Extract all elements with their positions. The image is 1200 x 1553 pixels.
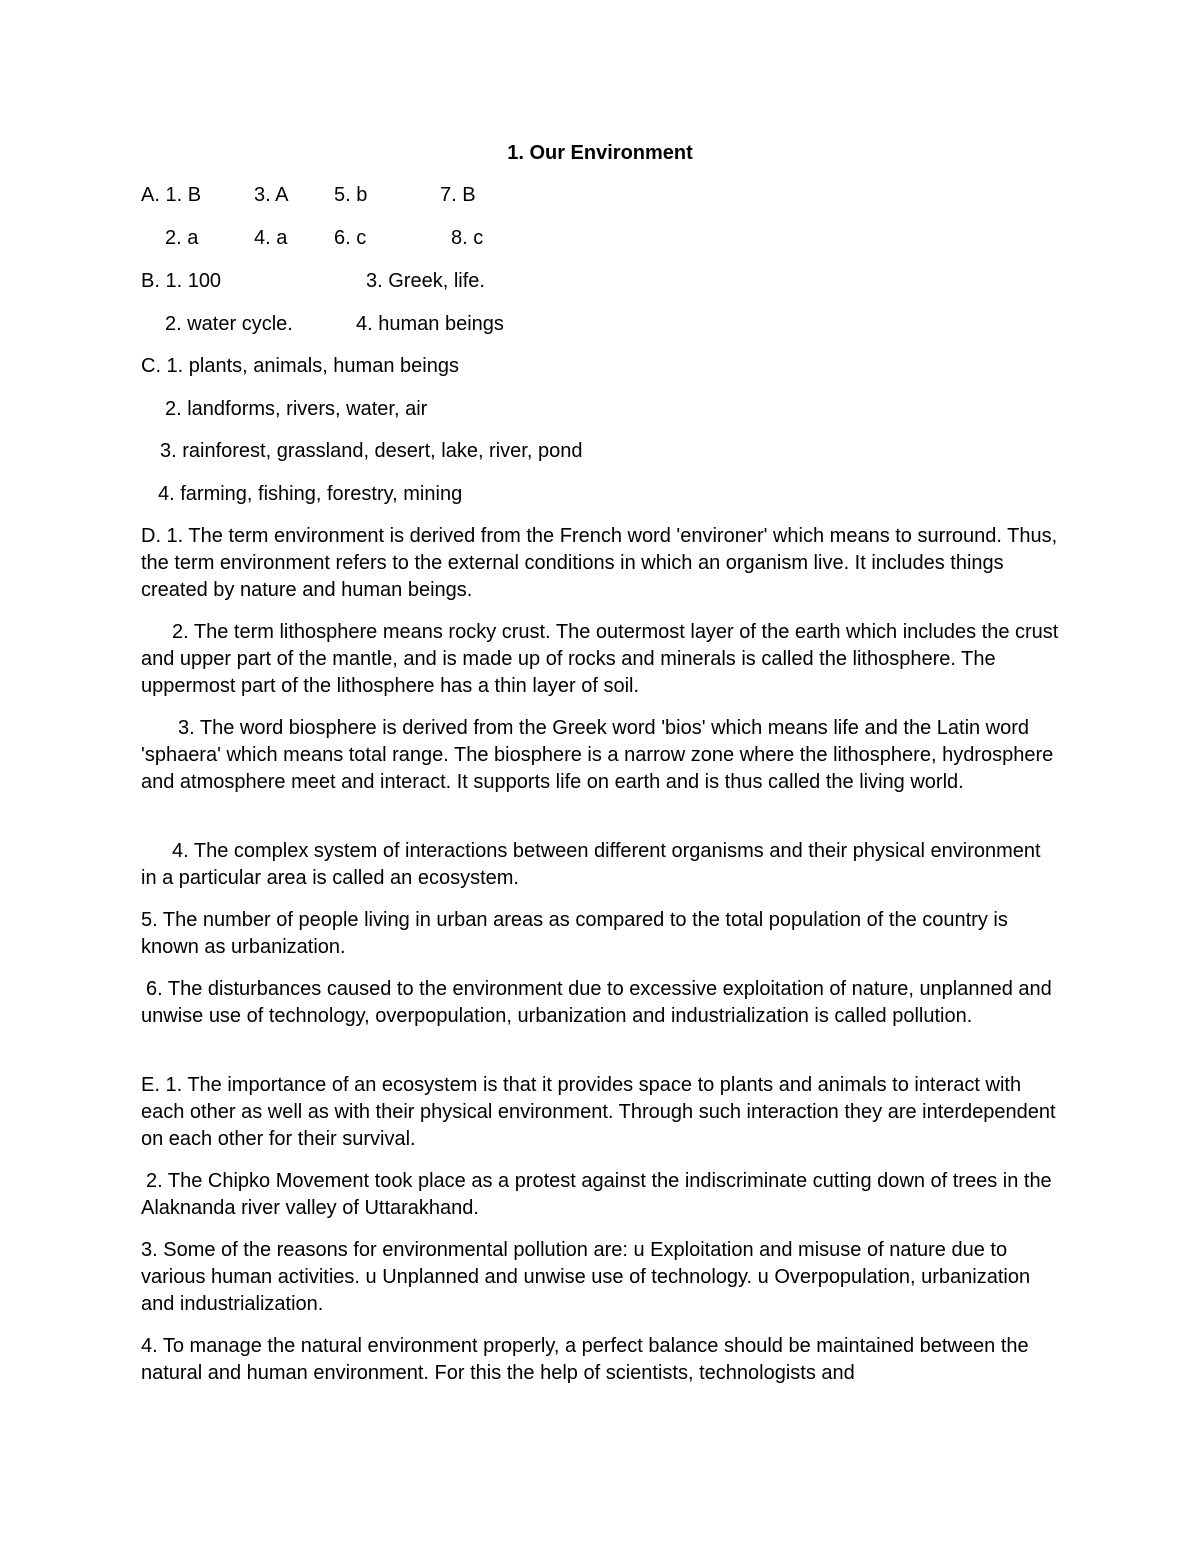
answer-a-5: 5. b <box>334 184 368 206</box>
answer-a-7: 7. B <box>440 184 476 206</box>
answer-e-2: 2. The Chipko Movement took place as a protest against the indiscriminate cutting down of trees in the Alaknanda river valley of Uttarakhand. <box>141 1170 1052 1219</box>
answer-b-2: 2. water cycle. <box>165 313 293 335</box>
answer-a-8: 8. c <box>451 227 484 249</box>
answer-d-1: D. 1. The term environment is derived from the French word 'environer' which means to surround. Thus, the term environment refers to the external conditions in which an organism live. It includes things created by nature and human beings. <box>141 525 1058 601</box>
answer-e-3: 3. Some of the reasons for environmental pollution are: u Exploitation and misuse of nature due to various human activities. u Unplanned and unwise use of technology. u Overpopulation, urbanization and industrialization. <box>141 1239 1031 1315</box>
answer-d-6: 6. The disturbances caused to the environment due to excessive exploitation of nature, unplanned and unwise use of technology, overpopulation, urbanization and industrialization is called pollution. <box>141 978 1052 1027</box>
answer-a-6: 6. c <box>334 227 367 249</box>
answer-c-1: C. 1. plants, animals, human beings <box>141 355 459 377</box>
answer-c-3: 3. rainforest, grassland, desert, lake, river, pond <box>160 440 583 462</box>
answer-a-4: 4. a <box>254 227 288 249</box>
answer-c-2: 2. landforms, rivers, water, air <box>165 398 428 420</box>
answer-a-3: 3. A <box>254 184 289 206</box>
answer-b-4: 4. human beings <box>356 313 504 335</box>
answer-e-4: 4. To manage the natural environment properly, a perfect balance should be maintained between the natural and human environment. For this the help of scientists, technologists and <box>141 1335 1029 1384</box>
answer-c-4: 4. farming, fishing, forestry, mining <box>158 483 463 505</box>
answer-d-5: 5. The number of people living in urban areas as compared to the total population of the country is known as urbanization. <box>141 909 1008 958</box>
answer-a-2: 2. a <box>165 227 199 249</box>
answer-b-1: B. 1. 100 <box>141 270 222 292</box>
answer-e-1: E. 1. The importance of an ecosystem is that it provides space to plants and animals to interact with each other as well as with their physical environment. Through such interaction they are interdependent on each other for their survival. <box>141 1074 1056 1150</box>
page-title: 1. Our Environment <box>507 142 693 164</box>
answer-d-2: 2. The term lithosphere means rocky crust. The outermost layer of the earth which includes the crust and upper part of the mantle, and is made up of rocks and minerals is called the lithosphere. The uppermost part of the lithosphere has a thin layer of soil. <box>141 621 1059 697</box>
answer-d-3: 3. The word biosphere is derived from the Greek word 'bios' which means life and the Latin word 'sphaera' which means total range. The biosphere is a narrow zone where the lithosphere, hydrosphere and atmosphere meet and interact. It supports life on earth and is thus called the living world. <box>141 717 1054 793</box>
answer-b-3: 3. Greek, life. <box>366 270 485 292</box>
answer-d-4: 4. The complex system of interactions between different organisms and their physical environment in a particular area is called an ecosystem. <box>141 840 1041 889</box>
answer-a-1: A. 1. B <box>141 184 202 206</box>
